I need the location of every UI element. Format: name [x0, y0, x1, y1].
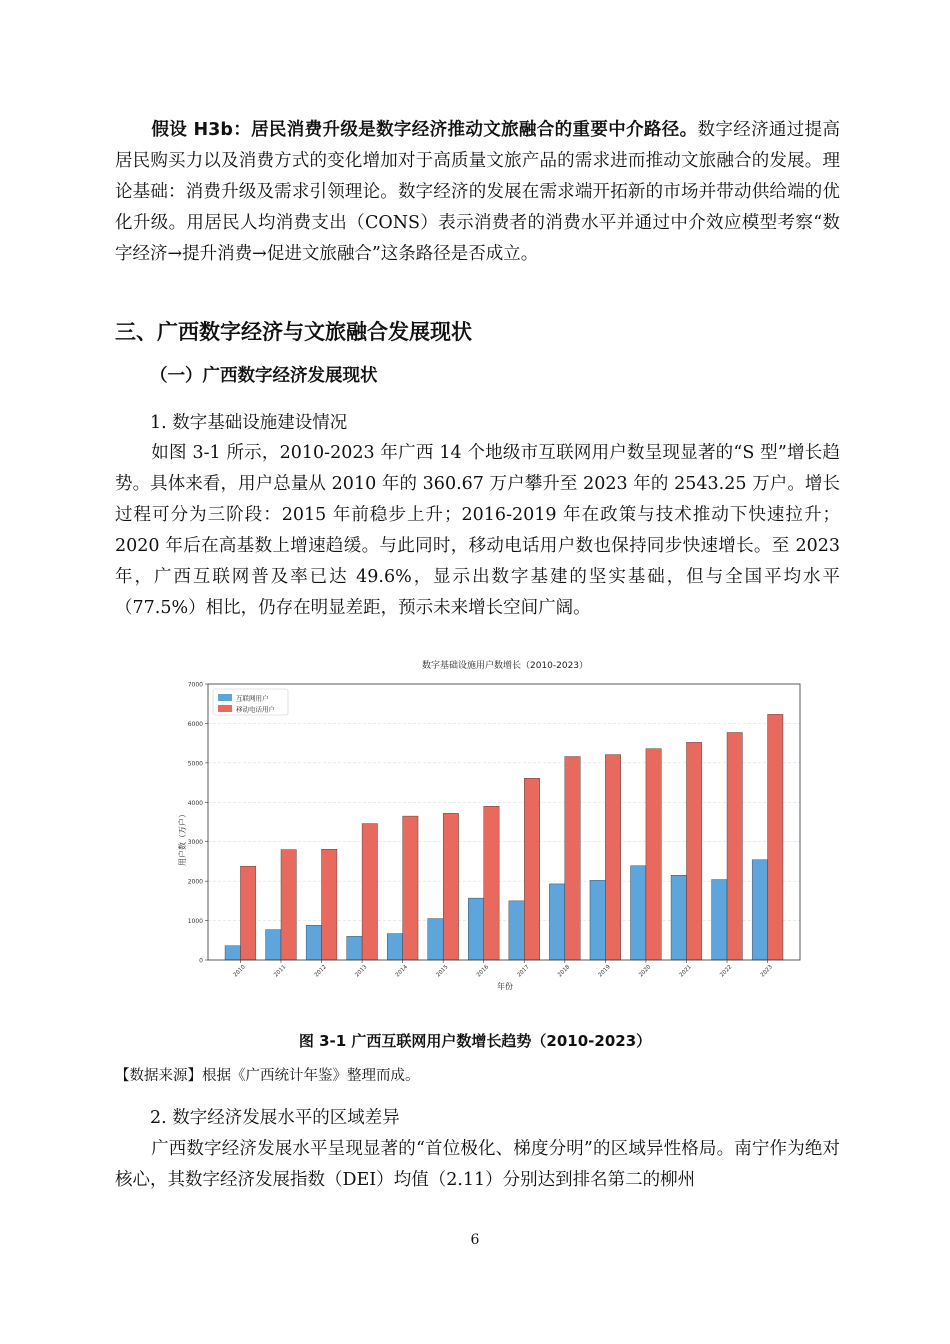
- bar-internet-2014: [387, 934, 402, 960]
- item1-body: 如图 3-1 所示，2010-2023 年广西 14 个地级市互联网用户数呈现显著的“S 型”增长趋势。具体来看，用户总量从 2010 年的 360.67 万户攀升至 2023 年的 2543.25 万户。增长过程可分为三阶段：2015 年前稳步上升；2016-2019 年在政策与技术推动下快速拉升；2020 年后在高基数上增速趋缓。与此同时，移动电话用户数也保持同步快速增长。至 2023 年，广西互联网普及率已达 49.6%，显示出数字基建的坚实基础，但与全国平均水平（77.5%）相比，仍存在明显差距，预示未来增长空间广阔。: [115, 443, 840, 618]
- chart-title: 数字基础设施用户数增长（2010-2023）: [421, 661, 589, 671]
- y-tick-label: 7000: [187, 681, 203, 689]
- bar-mobile-2022: [727, 732, 742, 960]
- y-tick-label: 3000: [187, 839, 203, 847]
- hypothesis-body: 数字经济通过提高居民购买力以及消费方式的变化增加对于高质量文旅产品的需求进而推动文旅融合的发展。理论基础：消费升级及需求引领理论。数字经济的发展在需求端开拓新的市场并带动供给端的优化升级。用居民人均消费支出（CONS）表示消费者的消费水平并通过中介效应模型考察“数字经济→提升消费→促进文旅融合”这条路径是否成立。: [115, 120, 840, 264]
- bar-internet-2019: [590, 880, 605, 960]
- legend-label: 移动电话用户: [236, 705, 275, 714]
- x-axis-label: 年份: [497, 982, 513, 991]
- x-tick-label: 2021: [678, 964, 693, 979]
- bar-mobile-2015: [443, 813, 458, 960]
- y-tick-label: 5000: [187, 760, 203, 768]
- legend-swatch: [218, 705, 232, 712]
- bar-mobile-2013: [362, 824, 377, 960]
- x-tick-label: 2014: [394, 964, 409, 979]
- page-number: 6: [470, 1232, 480, 1248]
- hypothesis-lead: 假设 H3b：居民消费升级是数字经济推动文旅融合的重要中介路径。: [151, 120, 698, 140]
- x-tick-label: 2016: [475, 964, 491, 979]
- x-tick-label: 2012: [313, 964, 328, 979]
- bar-internet-2017: [509, 901, 524, 960]
- bar-mobile-2014: [403, 816, 418, 960]
- y-tick-label: 4000: [187, 799, 203, 807]
- legend-swatch: [218, 694, 232, 701]
- figure-chart: [168, 650, 818, 1000]
- x-tick-label: 2023: [759, 964, 774, 979]
- bar-mobile-2021: [686, 742, 701, 960]
- y-tick-label: 2000: [187, 878, 203, 886]
- bar-internet-2018: [549, 884, 564, 960]
- plot-frame: [208, 684, 800, 960]
- y-tick-label: 1000: [187, 918, 203, 926]
- figure-caption: 图 3-1 广西互联网用户数增长趋势（2010-2023）: [298, 1032, 652, 1050]
- hypothesis-paragraph: [115, 115, 840, 270]
- y-tick-label: 6000: [187, 720, 203, 728]
- bar-internet-2010: [225, 946, 240, 960]
- section-title: 三、广西数字经济与文旅融合发展现状: [115, 320, 472, 344]
- subsection-title: （一）广西数字经济发展现状: [150, 366, 378, 386]
- item2-title: 2. 数字经济发展水平的区域差异: [150, 1108, 400, 1128]
- bar-mobile-2012: [322, 849, 337, 960]
- bar-mobile-2017: [524, 778, 539, 960]
- x-tick-label: 2022: [719, 964, 734, 979]
- bar-internet-2015: [428, 919, 443, 960]
- bar-mobile-2016: [484, 806, 499, 960]
- bar-internet-2020: [631, 866, 646, 960]
- y-tick-label: 0: [199, 957, 203, 965]
- bar-mobile-2020: [646, 749, 661, 960]
- bar-mobile-2018: [565, 757, 580, 960]
- chart-bars: [225, 714, 783, 960]
- x-tick-label: 2017: [516, 964, 531, 979]
- x-tick-label: 2010: [232, 964, 247, 979]
- x-tick-label: 2013: [354, 964, 369, 979]
- chart-legend: [213, 689, 288, 715]
- bar-chart: [168, 650, 818, 1000]
- bar-mobile-2019: [605, 755, 620, 960]
- bar-internet-2021: [671, 875, 686, 960]
- legend-label: 互联网用户: [236, 694, 269, 703]
- bar-internet-2012: [306, 925, 321, 960]
- x-tick-label: 2018: [557, 964, 572, 979]
- bar-internet-2016: [468, 898, 483, 960]
- x-tick-label: 2019: [597, 964, 612, 979]
- y-axis-label: 用户数（万户）: [178, 810, 187, 866]
- x-tick-label: 2020: [638, 964, 653, 979]
- bar-mobile-2010: [240, 866, 255, 960]
- bar-internet-2011: [266, 930, 281, 960]
- bar-internet-2013: [347, 936, 362, 960]
- bar-internet-2022: [712, 880, 727, 960]
- bar-mobile-2023: [768, 714, 783, 960]
- item1-paragraph: [115, 438, 840, 624]
- item2-body: 广西数字经济发展水平呈现显著的“首位极化、梯度分明”的区域异性格局。南宁作为绝对核心，其数字经济发展指数（DEI）均值（2.11）分别达到排名第二的柳州: [115, 1139, 840, 1190]
- bar-internet-2023: [752, 860, 767, 960]
- chart-grid: [208, 723, 800, 920]
- x-tick-label: 2015: [435, 964, 450, 979]
- bar-mobile-2011: [281, 850, 296, 960]
- item2-paragraph: [115, 1134, 840, 1196]
- source-note: 【数据来源】根据《广西统计年鉴》整理而成。: [115, 1068, 420, 1084]
- x-tick-label: 2011: [273, 964, 288, 979]
- item1-title: 1. 数字基础设施建设情况: [150, 413, 348, 433]
